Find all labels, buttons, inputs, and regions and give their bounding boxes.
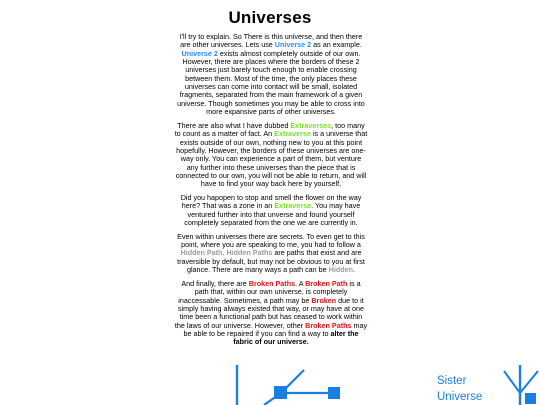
- broken-paths-link[interactable]: Broken Paths: [305, 320, 352, 330]
- alter-the-fabric-of-our-universe-link[interactable]: alter the fabric of our universe.: [233, 328, 359, 347]
- body-text: due to it simply having always existed that way, or may have at one time been a functional path but has ceased to work within the laws of our universe. However, other: [174, 295, 365, 330]
- broken-link[interactable]: Broken: [311, 295, 337, 305]
- body-text: , too many to count as a matter of fact. An: [174, 120, 365, 139]
- body-text: is a universe that exists outside of our own, nothing new to you at this point hopefully. However, the borders of these universes are one-way only. You can experience a part of them, but venture any further into these universes than the piece that is connected to our own, you will not be able to return, and will have to find your way back here by yourself,: [175, 129, 368, 189]
- body-text: I'll try to explain. So There is this universe, and then there are other universes. Lets use: [179, 32, 363, 50]
- extraverse-link[interactable]: Extraverse: [274, 129, 311, 139]
- sister-link-line1: Sister: [437, 375, 467, 387]
- body-text: is a path that, within our own universe, is completely inaccessable. Sometimes, a path may be: [178, 278, 361, 305]
- universe-2-link[interactable]: Universe 2: [274, 40, 312, 50]
- branch-tree-icon: [504, 365, 538, 405]
- page-title: Universes: [228, 8, 312, 27]
- body-text: .: [353, 265, 356, 275]
- broken-paths-link[interactable]: Broken Paths: [248, 278, 296, 288]
- body-text: . A: [295, 278, 306, 288]
- universe-2-link[interactable]: Universe 2: [181, 48, 218, 58]
- body-text: may be able to be repaired if you can find a way to: [183, 320, 368, 338]
- body-text: are paths that exist and are traversible by default, but may not be obvious to you at first glance. There are many ways a path can be: [177, 248, 365, 275]
- path-node-diagram-icon[interactable]: [264, 370, 340, 405]
- body-text: And finally, there are: [181, 278, 249, 288]
- hidden-link[interactable]: Hidden: [328, 265, 354, 275]
- sister-universe-link[interactable]: [437, 374, 482, 405]
- body-text: Even within universes there are secrets. To even get to this point, where you are speaking to me, you had to follow a: [177, 231, 365, 250]
- body-text: exists almost completely outside of our own. However, there are places where the borders of these 2 universes just barely touch enough to enable crossing between them. Most of the time, the only places these universes can come into contact will be small, isolated fragments, separated from the main framework of a given universe. Though sometimes you may be able to cross into more expansive parts of other universes.: [177, 48, 365, 117]
- body-text: Did you hapopen to stop and smell the flower on the way here? That was a zone in an: [180, 192, 362, 211]
- hidden-path-link[interactable]: Hidden Path: [180, 248, 223, 258]
- body-text: . You may have ventured further into that unverse and found yourself completely separated from the one we are currently in.: [184, 201, 361, 227]
- body-text: There are also what I have dubbed: [177, 120, 291, 130]
- sister-link-line2: Universe: [437, 390, 483, 403]
- extraverses-link[interactable]: Extraverses: [290, 120, 332, 130]
- body-text: as an example.: [311, 40, 362, 50]
- broken-path-link[interactable]: Broken Path: [305, 278, 348, 288]
- extraverse-link[interactable]: Extraverse: [274, 201, 312, 211]
- body-text: .: [222, 248, 227, 258]
- hidden-paths-link[interactable]: Hidden Paths: [226, 248, 273, 258]
